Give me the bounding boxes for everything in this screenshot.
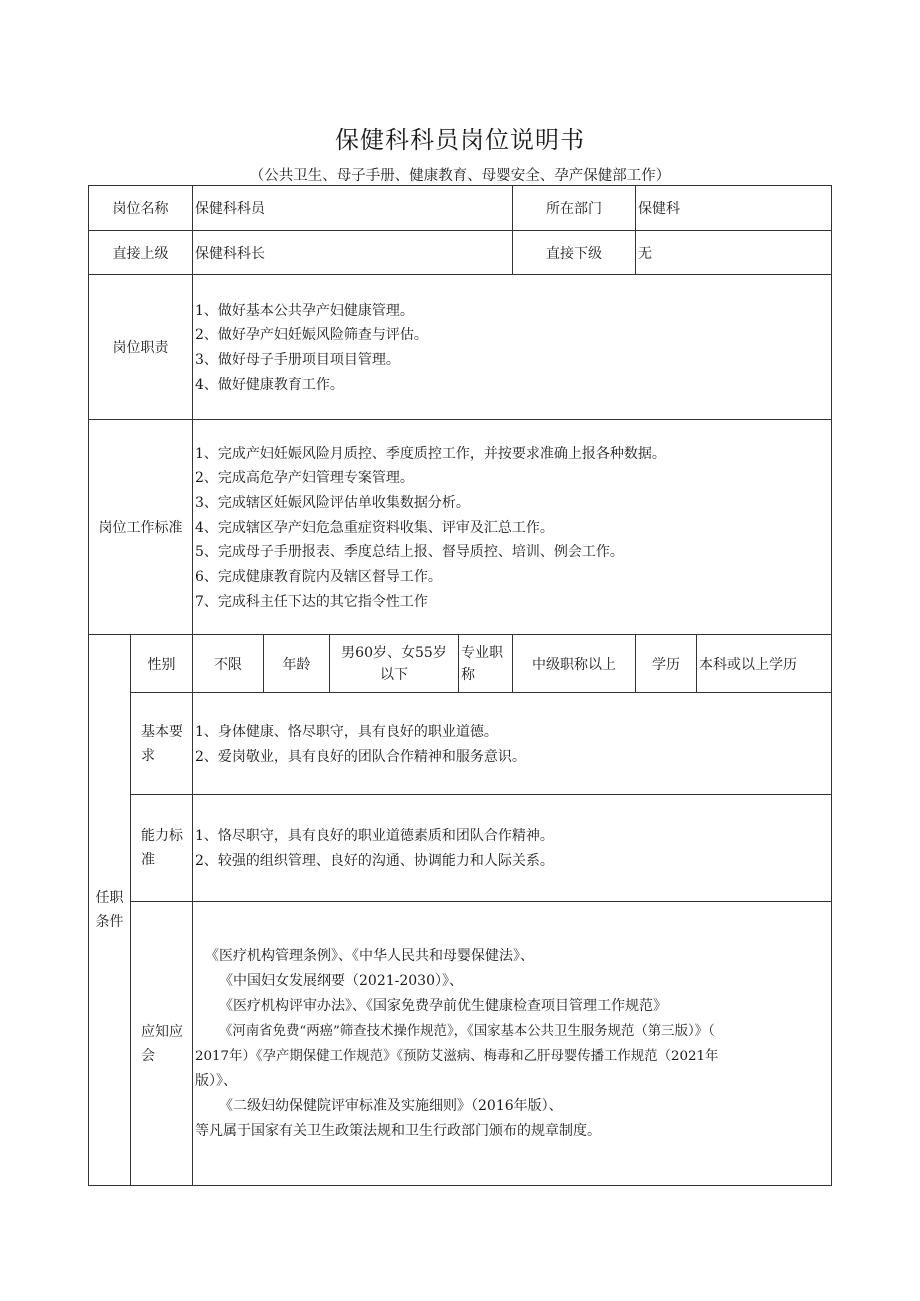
standards-list <box>193 420 832 635</box>
list-item: 2、完成高危孕产妇管理专案管理。 <box>195 470 414 487</box>
qualifications-label-line1: 任职 <box>95 890 124 906</box>
education-label: 学历 <box>636 635 697 693</box>
ability-label <box>131 795 193 902</box>
gender-value: 不限 <box>193 635 264 693</box>
knowledge-line: 《河南省免费“两癌”筛查技术操作规范》，《国家基本公共卫生服务规范（第三版）》（ <box>219 1023 715 1039</box>
knowledge-line: 《医疗机构评审办法》、《国家免费孕前优生健康检查项目管理工作规范》 <box>219 997 667 1014</box>
age-label: 年龄 <box>264 635 330 693</box>
list-item: 6、完成健康教育院内及辖区督导工作。 <box>195 569 442 586</box>
age-value-line1: 男60岁、女55岁 <box>341 644 447 661</box>
subordinate-label: 直接下级 <box>513 231 636 275</box>
list-item: 7、完成科主任下达的其它指令性工作 <box>195 593 428 610</box>
list-item: 1、做好基本公共孕产妇健康管理。 <box>195 302 414 319</box>
gender-label: 性别 <box>131 635 193 693</box>
knowledge-line: 等凡属于国家有关卫生政策法规和卫生行政部门颁布的规章制度。 <box>195 1122 601 1139</box>
position-value: 保健科科员 <box>193 186 513 231</box>
age-value <box>330 635 459 693</box>
knowledge-label-line1: 应知应 <box>141 1023 183 1040</box>
knowledge-line: 2017年）《孕产期保健工作规范》《预防艾滋病、梅毒和乙肝母婴传播工作规范（2021年 <box>195 1048 719 1064</box>
duties-list <box>193 275 832 420</box>
knowledge-label-line2: 会 <box>141 1047 155 1064</box>
qualifications-label <box>89 635 131 1186</box>
knowledge-row <box>89 902 832 1186</box>
position-label: 岗位名称 <box>89 186 193 231</box>
list-item: 3、完成辖区妊娠风险评估单收集数据分析。 <box>195 494 470 511</box>
basic-requirements-label-line1: 基本要 <box>141 723 183 740</box>
knowledge-line: 《中国妇女发展纲要（2021-2030）》、 <box>219 972 463 989</box>
basic-requirements-label <box>131 693 193 795</box>
list-item: 4、完成辖区孕产妇危急重症资料收集、评审及汇总工作。 <box>195 519 554 536</box>
list-item: 5、完成母子手册报表、季度总结上报、督导质控、培训、例会工作。 <box>195 544 624 561</box>
document-subtitle: （公共卫生、母子手册、健康教育、母婴安全、孕产保健部工作） <box>249 168 671 184</box>
basic-requirements-list <box>193 693 832 795</box>
list-item: 1、恪尽职守，具有良好的职业道德素质和团队合作精神。 <box>195 828 554 845</box>
superior-label: 直接上级 <box>89 231 193 275</box>
department-label: 所在部门 <box>513 186 636 231</box>
duties-label: 岗位职责 <box>89 275 193 420</box>
list-item: 3、做好母子手册项目项目管理。 <box>195 352 400 368</box>
document-title: 保健科科员岗位说明书 <box>335 126 585 154</box>
standards-label: 岗位工作标准 <box>89 420 193 635</box>
knowledge-list <box>193 902 832 1186</box>
professional-title-label <box>459 635 513 693</box>
knowledge-line: 版）》、 <box>195 1072 237 1089</box>
list-item: 2、做好孕产妇妊娠风险筛查与评估。 <box>195 327 428 344</box>
age-value-line2: 以下 <box>380 666 408 683</box>
standards-row <box>89 420 832 635</box>
ability-label-line2: 准 <box>141 852 155 868</box>
ability-label-line1: 能力标 <box>141 828 183 844</box>
basic-requirements-row <box>89 693 832 795</box>
duties-row <box>89 275 832 420</box>
professional-title-value: 中级职称以上 <box>513 635 636 693</box>
ability-list <box>193 795 832 902</box>
ability-row <box>89 795 832 902</box>
subordinate-value: 无 <box>636 231 832 275</box>
education-value: 本科或以上学历 <box>697 635 832 693</box>
position-row <box>89 186 832 231</box>
knowledge-line: 《二级妇幼保健院评审标准及实施细则》（2016年版）、 <box>219 1097 563 1114</box>
list-item: 4、做好健康教育工作。 <box>195 376 344 393</box>
list-item: 2、爱岗敬业，具有良好的团队合作精神和服务意识。 <box>195 748 526 765</box>
basic-requirements-label-line2: 求 <box>141 747 155 764</box>
superior-row <box>89 231 832 275</box>
list-item: 1、身体健康、恪尽职守，具有良好的职业道德。 <box>195 723 498 740</box>
knowledge-label <box>131 902 193 1186</box>
qualifications-label-line2: 条件 <box>95 914 124 930</box>
list-item: 2、较强的组织管理、良好的沟通、协调能力和人际关系。 <box>195 853 554 869</box>
knowledge-line: 《医疗机构管理条例》、《中华人民共和母婴保健法》、 <box>205 947 534 964</box>
department-value: 保健科 <box>636 186 832 231</box>
professional-title-label-line1: 专业职 <box>461 644 503 661</box>
list-item: 1、完成产妇妊娠风险月质控、季度质控工作，并按要求准确上报各种数据。 <box>195 445 666 462</box>
professional-title-label-line2: 称 <box>461 666 475 683</box>
requirements-row <box>89 635 832 693</box>
job-description-table <box>88 185 832 1186</box>
superior-value: 保健科科长 <box>193 231 513 275</box>
